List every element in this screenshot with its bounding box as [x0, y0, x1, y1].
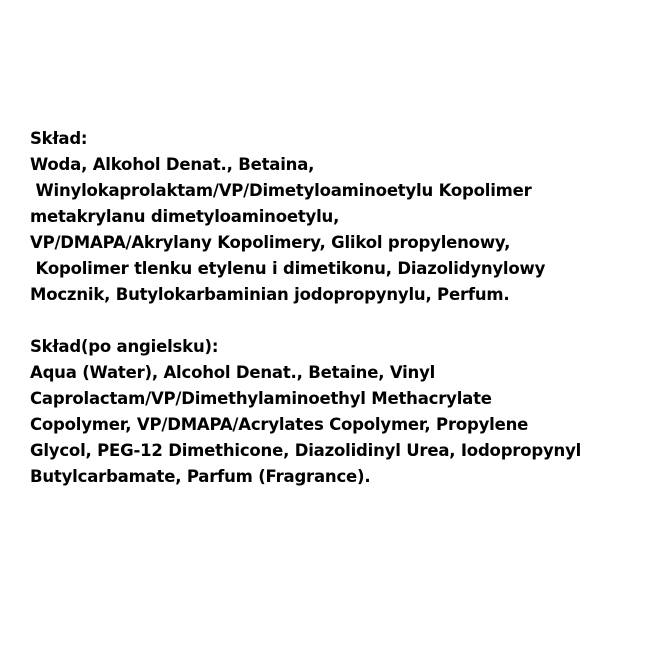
polish-ingredients-line: metakrylanu dimetyloaminoetylu,	[30, 207, 340, 226]
polish-ingredients-line: VP/DMAPA/Akrylany Kopolimery, Glikol propylenowy,	[30, 233, 511, 252]
polish-ingredients-line: Kopolimer tlenku etylenu i dimetikonu, Diazolidynylowy	[30, 259, 546, 278]
polish-ingredients-section	[30, 126, 630, 308]
polish-ingredients-line: Mocznik, Butylokarbaminian jodopropynylu, Perfum.	[30, 285, 510, 304]
section-spacer	[30, 308, 630, 334]
english-ingredients-heading: Skład(po angielsku):	[30, 337, 219, 356]
english-ingredients-line: Glycol, PEG-12 Dimethicone, Diazolidinyl Urea, Iodopropynyl	[30, 441, 582, 460]
english-ingredients-line: Copolymer, VP/DMAPA/Acrylates Copolymer, Propylene	[30, 415, 529, 434]
english-ingredients-line: Aqua (Water), Alcohol Denat., Betaine, Vinyl	[30, 363, 436, 382]
polish-ingredients-line: Winylokaprolaktam/VP/Dimetyloaminoetylu Kopolimer	[30, 181, 532, 200]
english-ingredients-section	[30, 334, 630, 490]
english-ingredients-line: Caprolactam/VP/Dimethylaminoethyl Methacrylate	[30, 389, 492, 408]
ingredients-document	[30, 126, 630, 490]
polish-ingredients-line: Woda, Alkohol Denat., Betaina,	[30, 155, 315, 174]
english-ingredients-line: Butylcarbamate, Parfum (Fragrance).	[30, 467, 371, 486]
polish-ingredients-heading: Skład:	[30, 129, 88, 148]
